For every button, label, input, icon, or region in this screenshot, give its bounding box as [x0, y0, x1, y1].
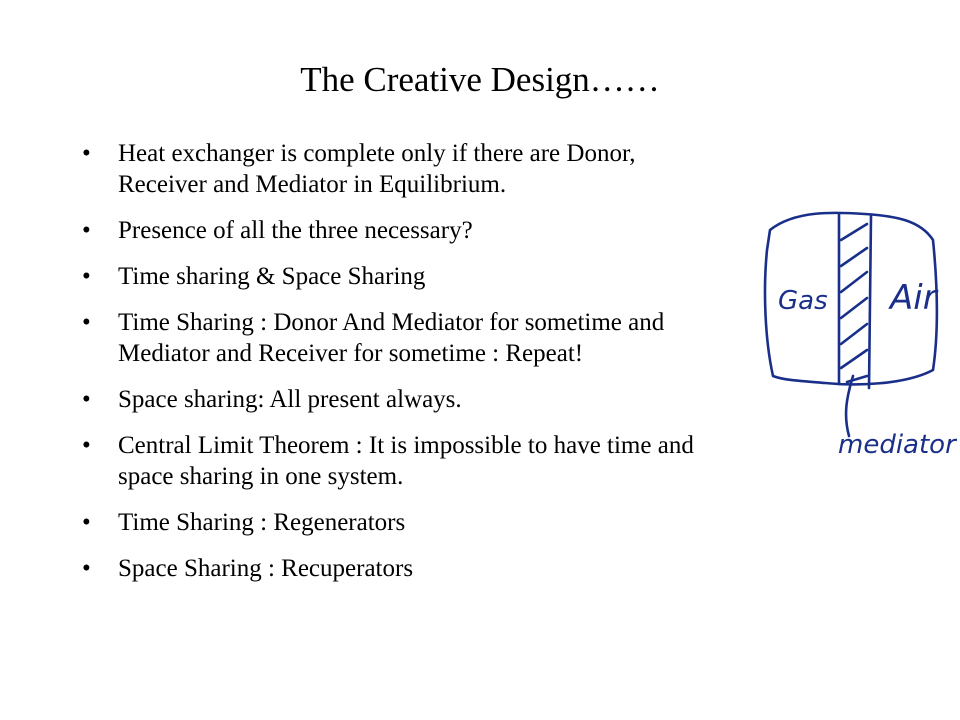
bullet-text: Presence of all the three necessary?	[118, 217, 473, 244]
annotation-gas-label: Gas	[778, 286, 828, 316]
bullet-marker: •	[82, 263, 91, 290]
bullet-item	[82, 507, 842, 538]
bullet-marker: •	[82, 386, 91, 413]
bullet-text: Space sharing: All present always.	[118, 386, 462, 413]
bullet-text: Space Sharing : Recuperators	[118, 555, 414, 582]
bullet-item	[82, 430, 842, 492]
bullet-item	[82, 215, 842, 246]
bullet-marker: •	[82, 555, 91, 582]
bullet-item	[82, 384, 842, 415]
bullet-list	[82, 138, 842, 599]
bullet-text: Central Limit Theorem : It is impossible to have time and space sharing in one system.	[118, 432, 694, 490]
bullet-item	[82, 553, 842, 584]
bullet-text: Time sharing & Space Sharing	[118, 263, 426, 290]
bullet-text: Heat exchanger is complete only if there are Donor, Receiver and Mediator in Equilibrium.	[118, 140, 636, 198]
sketch-hatch	[841, 224, 867, 382]
bullet-item	[82, 138, 842, 200]
bullet-text: Time Sharing : Regenerators	[118, 509, 406, 536]
annotation-air-label: Air	[890, 278, 937, 318]
bullet-item	[82, 261, 842, 292]
bullet-marker: •	[82, 432, 91, 459]
bullet-item	[82, 307, 842, 369]
bullet-marker: •	[82, 140, 91, 167]
bullet-text: Time Sharing : Donor And Mediator for sometime and Mediator and Receiver for sometime : Repeat!	[118, 309, 665, 367]
bullet-marker: •	[82, 309, 91, 336]
bullet-marker: •	[82, 509, 91, 536]
annotation-mediator-label: mediator	[838, 430, 956, 460]
slide-title: The Creative Design……	[300, 60, 660, 99]
sketch-wall-right	[869, 216, 871, 388]
bullet-marker: •	[82, 217, 91, 244]
